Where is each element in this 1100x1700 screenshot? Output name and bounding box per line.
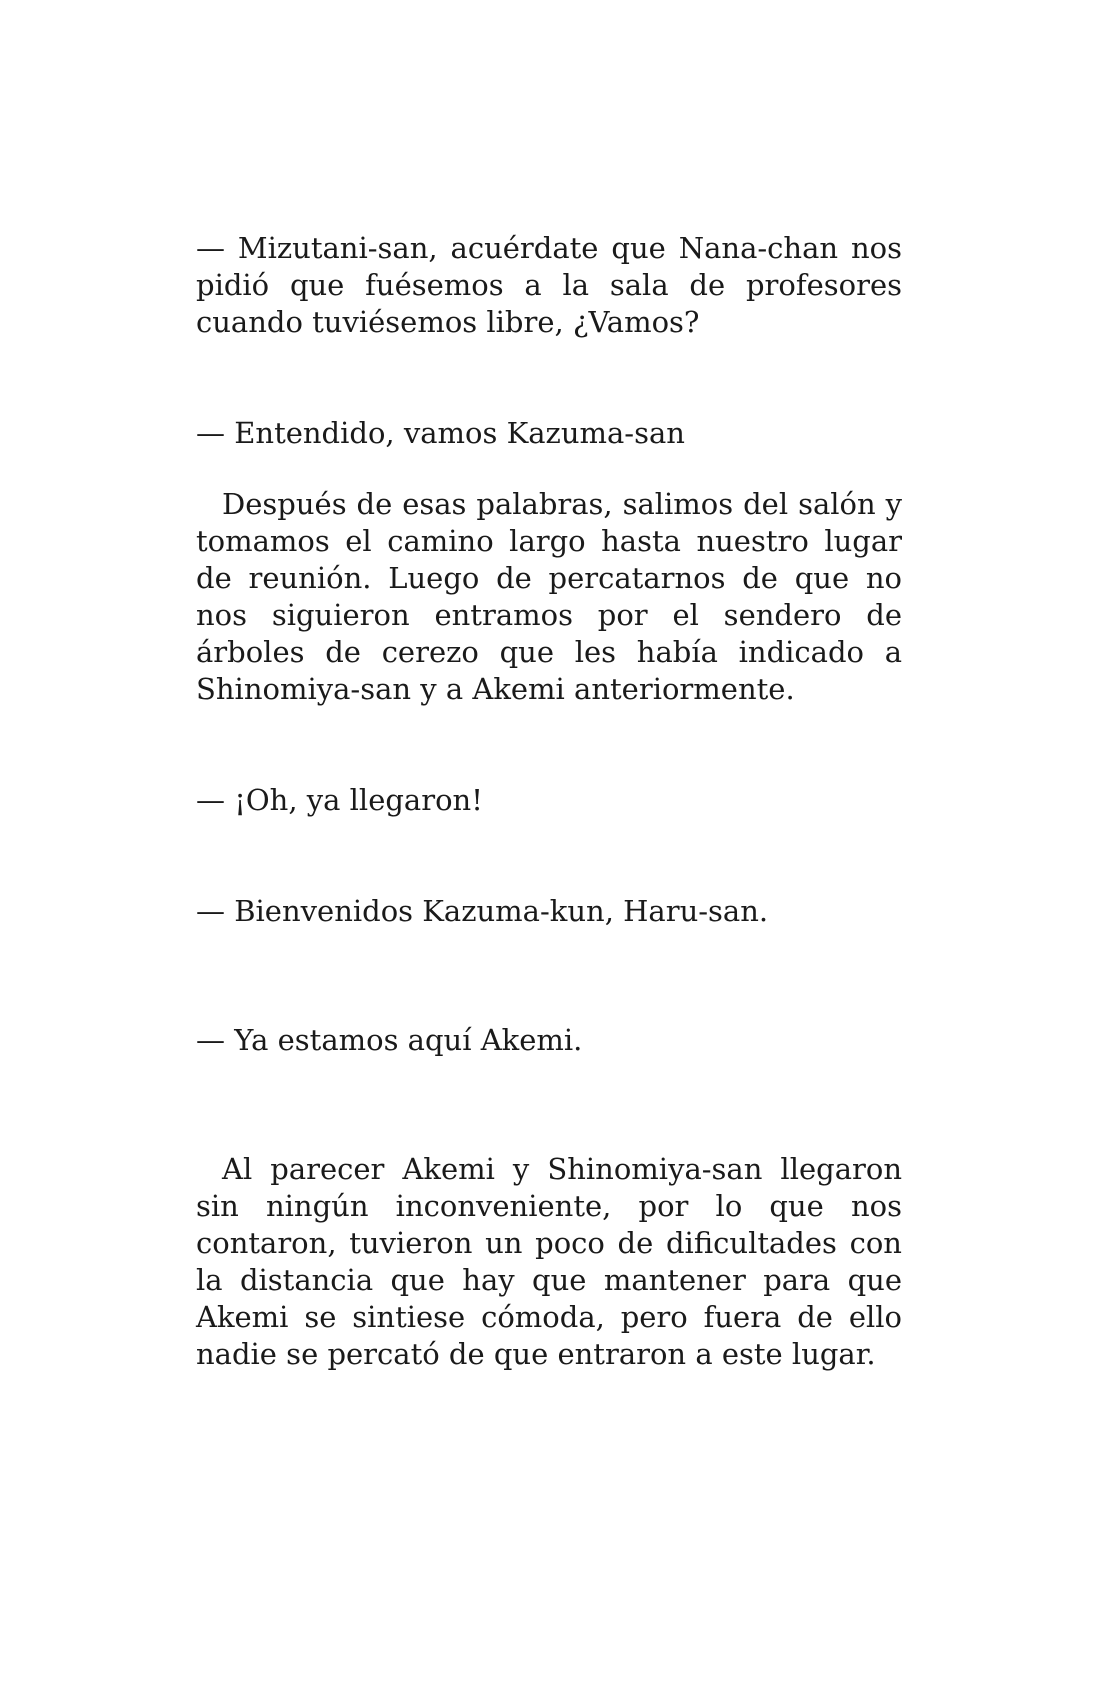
dialogue-paragraph: — Mizutani-san, acuérdate que Nana-chan nos pidió que fuésemos a la sala de profesores cuando tuviésemos libre, ¿Vamos? xyxy=(196,231,902,339)
narration-paragraph: Al parecer Akemi y Shinomiya-san llegaron sin ningún inconveniente, por lo que nos contaron, tuvieron un poco de dificultades con la distancia que hay que mantener para que Akemi se sintiese cómoda, pero fuera de ello nadie se percató de que entraron a este lugar. xyxy=(196,1152,902,1371)
page-text xyxy=(196,230,902,1373)
dialogue-paragraph: — ¡Oh, ya llegaron! xyxy=(196,783,483,817)
dialogue-paragraph: — Ya estamos aquí Akemi. xyxy=(196,1023,583,1057)
dialogue-paragraph: — Entendido, vamos Kazuma-san xyxy=(196,416,685,450)
narration-paragraph: Después de esas palabras, salimos del salón y tomamos el camino largo hasta nuestro lugar de reunión. Luego de percatarnos de que no nos siguieron entramos por el sendero de árboles de cerezo que les había indicado a Shinomiya-san y a Akemi anteriormente. xyxy=(196,487,902,706)
dialogue-paragraph: — Bienvenidos Kazuma-kun, Haru-san. xyxy=(196,894,769,928)
